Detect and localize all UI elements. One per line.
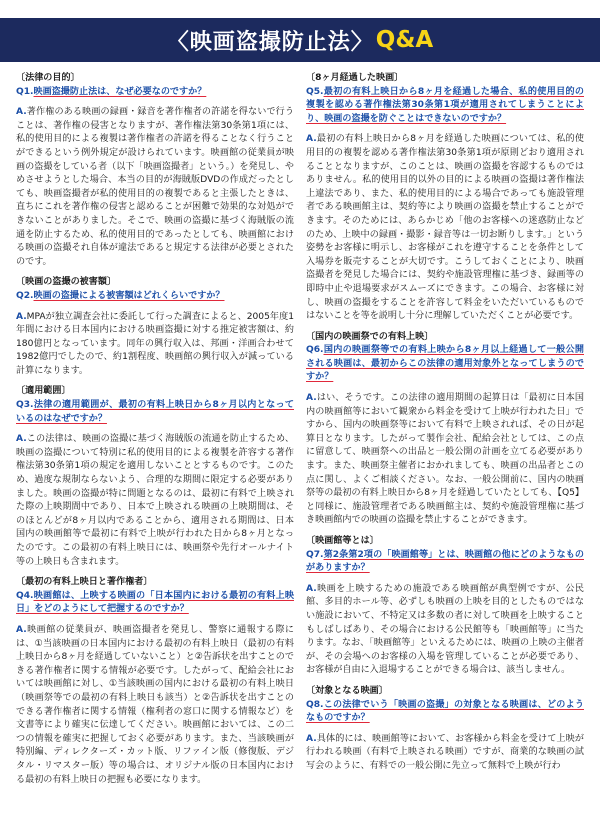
question [306, 699, 584, 726]
question-text: 映画館は、上映する映画の「日本国内における最初の有料上映日」をどのようにして把握するのですか？ [16, 590, 294, 615]
question-label: Q2. [16, 290, 34, 301]
question-text: この法律でいう「映画の盗撮」の対象となる映画は、どのようなものですか？ [306, 699, 584, 724]
question-text: 法律の適用範囲が、最初の有料上映日から8ヶ月以内となっているのはなぜですか？ [16, 400, 294, 424]
qa-section-1 [16, 72, 294, 269]
answer-text: はい、そうです。この法律の適用期間の起算日は「最初に日本国内の映画館等において観衆から料金を受けて上映が行われた日」ですから、国内の映画祭等において有料で上映されれば、その日が起算日となります。したがって製作会社、配給会社としては、この点に留意して、映画祭への出品と一般公開の計画を立てる必要があります。また、映画祭主催者におかれましても、映画の出品者とこの点に関し、よくご相談ください。なお、一般公開前に、国内の映画祭等の最初の有料上映日から8ヶ月を経過していたとしても、【Q5】と同様に、施設管理者である映画館主は、契約や施設管理権に基づき映画館内での映画の盗撮を禁止することができます。 [306, 393, 584, 526]
answer [306, 583, 584, 678]
answer [306, 392, 584, 528]
answer-label: A. [306, 583, 317, 594]
answer-text: 映画を上映するための施設である映画館が典型例ですが、公民館、多目的ホール等、必ずしも映画の上映を目的としたものではない施設において、不特定又は多数の者に対して映画を上映することもしばしばあり、その場合における公民館等も「映画館等」に当たります。なお、「映画館等」といえるためには、映画の上映の主催者が、その会場へのお客様の入場を管理していることが必要であり、お客様が自由に入退場することができる場合は、該当しません。 [306, 583, 584, 676]
answer-text: 最初の有料上映日から8ヶ月を経過した映画については、私的使用目的の複製を認める著作権法第30条第1項が原則どおり適用されることとなりますが、このことは、映画の盗撮を容認するものではありません。私的使用目的以外の目的による映画の盗撮は著作権法上違法であり、また、私的使用目的による場合であっても施設管理者である映画館主は、契約等により映画の盗撮を禁止することができます。そのためには、あらかじめ「他のお客様への迷惑防止などのため、上映中の録画・撮影・録音等は一切お断りします。」という姿勢をお客様に明示し、お客様がこれを遵守することを条件として入場券を販売することが大切です。こうしておくことにより、映画盗撮者を発見した場合には、契約や施設管理権に基づき、録画等の即時中止や退場要求がスムーズにできます。この場合、お客様に対し、映画の盗撮をすることを許容して料金をいただいているものではないことを等を説明し十分に理解していただくことが必要です。 [306, 134, 584, 322]
answer-text: 具体的には、映画館等において、お客様から料金を受けて上映が行われる映画（有料で上映される映画）ですが、商業的な映画の試写会のように、有料での一般公開に先立って無料で上映が行わ [306, 733, 584, 771]
question [16, 590, 294, 617]
answer-text: この法律は、映画の盗撮に基づく海賊版の流通を防止するため、映画の盗撮について特別に私的使用目的による複製を許容する著作権法第30条第1項の規定を適用しないこととするものです。このため、過度な規制ならないよう、合理的な期間に限定する必要がありました。映画の盗撮が特に問題となるのは、最初に有料で上映された際の上映期間中であり、日本で上映される映画の上映期間は、そのほとんどが8ヶ月以内であることから、適用される期間は、日本国内の映画館等で最初に有料で上映が行われた日から8ヶ月となったのです。この最初の有料上映日には、映画祭や先行オールナイト等の上映日も含まれます。 [16, 434, 294, 567]
answer [16, 624, 294, 787]
question-label: Q3. [16, 400, 34, 411]
question-label: Q8. [306, 699, 324, 710]
qa-section-5 [306, 72, 584, 324]
question-label: Q4. [16, 590, 34, 601]
section-heading: 〔対象となる映画〕 [306, 685, 388, 696]
question [16, 290, 294, 304]
qa-section-2 [16, 276, 294, 378]
answer-text: MPAが独立調査会社に委託して行った調査によると、2005年度1年間における日本国内における映画盗撮に対する推定被害額は、約180億円となっています。同年の興行収入は、邦画・洋画合わせて1982億円でしたので、約1割程度、映画館の興行収入が減っている計算になります。 [16, 311, 294, 376]
section-heading: 〔8ヶ月経過した映画〕 [306, 73, 404, 83]
qa-section-4 [16, 576, 294, 787]
section-heading: 〔国内の映画祭での有料上映〕 [306, 331, 434, 342]
answer-label: A. [16, 434, 27, 445]
answer-label: A. [306, 393, 317, 404]
question-label: Q5. [306, 86, 324, 97]
answer [306, 133, 584, 323]
qa-section-7 [306, 535, 584, 678]
question-label: Q6. [306, 345, 324, 356]
question-text: 映画の盗撮による被害額はどれくらいですか？ [33, 290, 225, 301]
answer [16, 106, 294, 269]
section-heading: 〔最初の有料上映日と著作権者〕 [16, 577, 153, 588]
answer [306, 733, 584, 774]
page-title: 〈映画盗撮防止法〉 [166, 29, 374, 55]
question [16, 399, 294, 426]
question-text: 第2条第2項の「映画館等」とは、映画館の他にどのようなものがありますか？ [306, 549, 584, 574]
section-heading: 〔法律の目的〕 [16, 73, 80, 83]
section-heading: 〔適用範囲〕 [16, 386, 71, 397]
question-label: Q7. [306, 549, 324, 560]
answer-label: A. [306, 733, 317, 744]
qa-section-6 [306, 331, 584, 528]
answer-label: A. [306, 134, 317, 145]
question [306, 86, 584, 127]
question [306, 549, 584, 576]
question-text: 映画盗撮防止法は、なぜ必要なのですか？ [33, 86, 207, 97]
left-column [16, 72, 294, 794]
answer-label: A. [16, 311, 27, 322]
question-text: 国内の映画祭等での有料上映から8ヶ月以上経過して一般公開される映画は、最初からこの法律の適用対象外となってしまうのですか？ [306, 345, 584, 383]
section-heading: 〔映画の盗撮の被害額〕 [16, 277, 117, 288]
section-heading: 〔映画館等とは〕 [306, 536, 379, 546]
page-title-qa: Q&A [375, 27, 434, 53]
question [16, 86, 294, 100]
question-label: Q1. [16, 86, 34, 97]
answer [16, 433, 294, 569]
qa-section-3 [16, 385, 294, 569]
question [306, 344, 584, 385]
right-column [306, 72, 584, 781]
answer-label: A. [16, 624, 27, 635]
answer-label: A. [16, 107, 27, 118]
answer-text: 著作権のある映画の録画・録音を著作権者の許諾を得ないで行うことは、著作権の侵害となりますが、著作権法第30条第1項には、私的使用目的による複製は著作権者の許諾を得ることなく行うことができるという例外規定が設けられています。映画館の従業員が映画の盗撮をしている者（以下「映画盗撮者」という。）を発見し、やめさせようとした場合、本当の目的が海賊版DVDの作成だったとしても、映画盗撮者が私的使用目的の複製であると主張したときは、直ちにこれを著作権の侵害と認めることが困難で効果的な対処ができないことがありました。そこで、映画の盗撮に基づく海賊版の流通を防止するため、私的使用目的であったとしても、映画館における映画の盗撮それ自体が違法であると規定する法律が必要とされたのです。 [16, 107, 294, 267]
answer-text: 映画館の従業員が、映画盗撮者を発見し、警察に通報する際には、①当該映画の日本国内における最初の有料上映日（最初の有料上映日から8ヶ月を経過していないこと）と②告訴状を出すことのできる著作権者に関する情報が必要です。したがって、配給会社においては映画館に対し、①当該映画の国内における最初の有料上映日（映画祭等での最初の有料上映日も該当）と②告訴状を出すことのできる著作権者に関する情報（権利者の窓口に関する情報など）を文書等により確実に伝達してください。映画館においては、この二つの情報を確実に把握しておく必要があります。また、当該映画が特別編、ディレクターズ・カット版、リファイン版（修復版、デジタル・リマスター版）等の場合は、オリジナル版の日本国内における最初の有料上映日の把握も必要になります。 [16, 624, 294, 785]
question-text: 最初の有料上映日から8ヶ月を経過した場合、私的使用目的の複製を認める著作権法第30条第1項が適用されてしまうことにより、映画の盗撮を防ぐことはできないのですか？ [306, 86, 584, 124]
title-band [0, 18, 600, 62]
qa-section-8 [306, 685, 584, 774]
answer [16, 311, 294, 379]
